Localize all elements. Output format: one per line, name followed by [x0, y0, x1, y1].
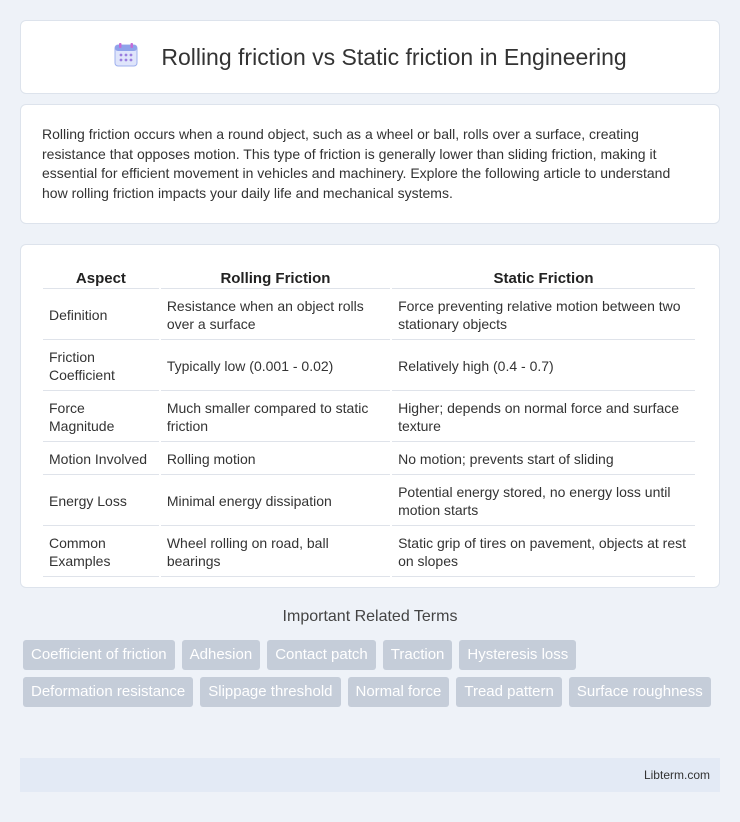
table-cell: Force preventing relative motion between two stationary objects: [392, 291, 695, 340]
tag-hysteresis-loss[interactable]: Hysteresis loss: [459, 640, 576, 670]
tag-adhesion[interactable]: Adhesion: [182, 640, 261, 670]
table-cell: Wheel rolling on road, ball bearings: [161, 528, 390, 577]
table-cell: Minimal energy dissipation: [161, 477, 390, 526]
tag-surface-roughness[interactable]: Surface roughness: [569, 677, 711, 707]
footer: [20, 758, 720, 792]
table-cell: No motion; prevents start of sliding: [392, 444, 695, 475]
tag-normal-force[interactable]: Normal force: [348, 677, 450, 707]
related-terms-heading: Important Related Terms: [282, 608, 458, 625]
tag-deformation-resistance[interactable]: Deformation resistance: [23, 677, 193, 707]
table-cell: Motion Involved: [43, 444, 159, 475]
related-terms-list: [23, 640, 723, 707]
table-cell: Higher; depends on normal force and surface texture: [392, 393, 695, 442]
table-cell: Energy Loss: [43, 477, 159, 526]
table-cell: Rolling motion: [161, 444, 390, 475]
tag-slippage-threshold[interactable]: Slippage threshold: [200, 677, 340, 707]
table-cell: Static grip of tires on pavement, objects at rest on slopes: [392, 528, 695, 577]
page-title: Rolling friction vs Static friction in Engineering: [161, 43, 627, 70]
table-cell: Typically low (0.001 - 0.02): [161, 342, 390, 391]
tag-coefficient-of-friction[interactable]: Coefficient of friction: [23, 640, 175, 670]
comparison-table-card: [20, 244, 720, 588]
tag-tread-pattern[interactable]: Tread pattern: [456, 677, 562, 707]
table-cell: Potential energy stored, no energy loss until motion starts: [392, 477, 695, 526]
table-row: [43, 477, 695, 526]
table-row: [43, 291, 695, 340]
comparison-table: [41, 263, 697, 579]
table-cell: Relatively high (0.4 - 0.7): [392, 342, 695, 391]
table-cell: Force Magnitude: [43, 393, 159, 442]
table-cell: Resistance when an object rolls over a surface: [161, 291, 390, 340]
table-row: [43, 444, 695, 475]
tag-traction[interactable]: Traction: [383, 640, 453, 670]
table-row: [43, 393, 695, 442]
calendar-icon: [113, 42, 139, 73]
column-header-aspect: Aspect: [43, 265, 159, 289]
footer-site-link[interactable]: Libterm.com: [643, 768, 710, 782]
table-cell: Friction Coefficient: [43, 342, 159, 391]
table-row: [43, 528, 695, 577]
table-header-row: [43, 265, 695, 289]
intro-card: [20, 104, 720, 224]
table-cell: Common Examples: [43, 528, 159, 577]
table-row: [43, 342, 695, 391]
tag-contact-patch[interactable]: Contact patch: [267, 640, 376, 670]
intro-paragraph: Rolling friction occurs when a round object, such as a wheel or ball, rolls over a surface, creating resistance that opposes motion. This type of friction is generally lower than sliding friction, making it essential for efficient movement in vehicles and machinery. Explore the following article to understand how rolling friction impacts your daily life and mechanical systems.: [42, 126, 671, 201]
table-cell: Much smaller compared to static friction: [161, 393, 390, 442]
column-header-rolling-friction: Rolling Friction: [161, 265, 390, 289]
column-header-static-friction: Static Friction: [392, 265, 695, 289]
header-card: [20, 20, 720, 94]
table-cell: Definition: [43, 291, 159, 340]
